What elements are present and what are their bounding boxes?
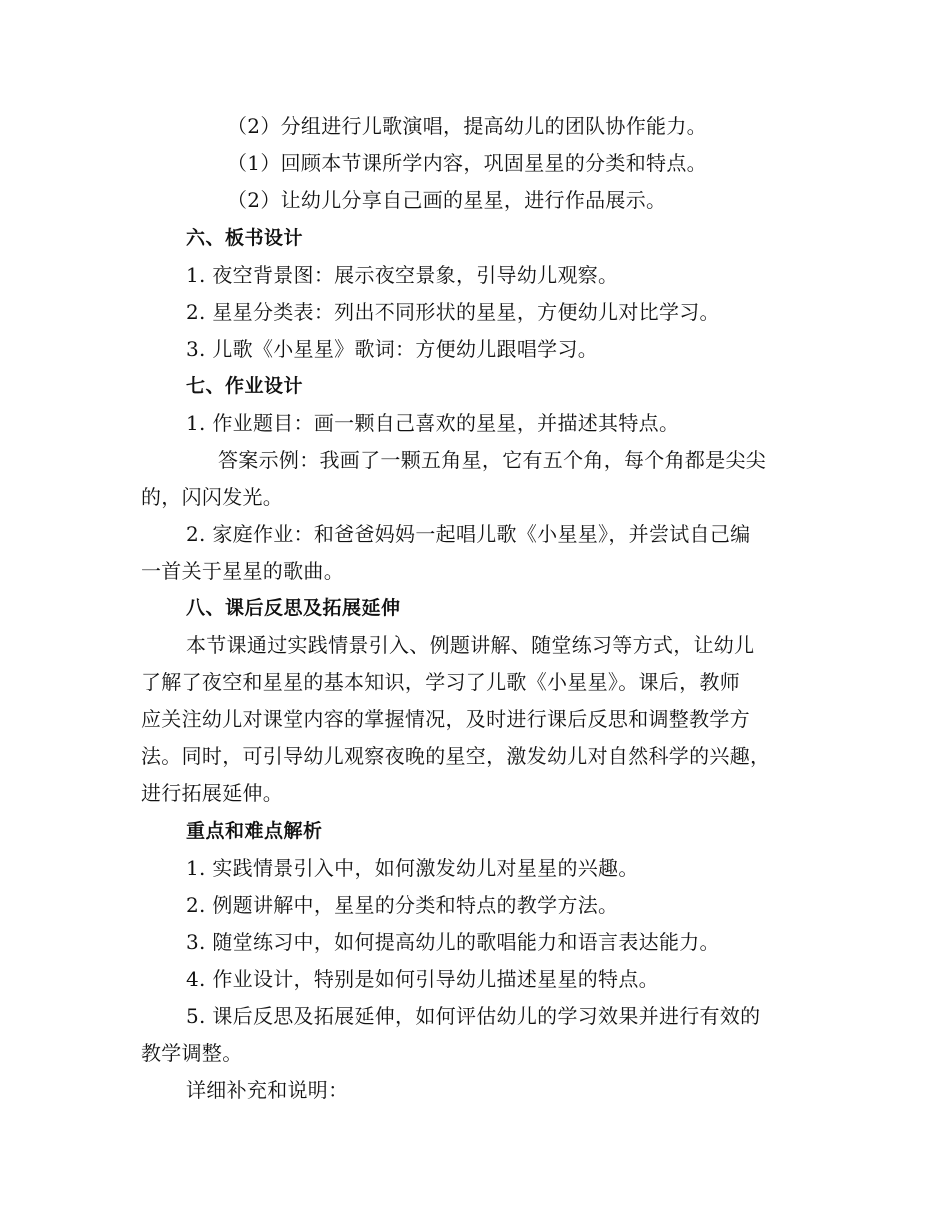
paragraph-line: 详细补充和说明： (186, 1078, 349, 1102)
paragraph-line: （2）分组进行儿歌演唱，提高幼儿的团队协作能力。 (227, 114, 707, 138)
paragraph-line: 一首关于星星的歌曲。 (141, 559, 344, 583)
list-item: 3. 随堂练习中，如何提高幼儿的歌唱能力和语言表达能力。 (186, 930, 720, 954)
section-heading: 六、板书设计 (186, 227, 304, 249)
paragraph-line: 进行拓展延伸。 (141, 781, 284, 805)
list-item: 3. 儿歌《小星星》歌词：方便幼儿跟唱学习。 (186, 337, 599, 361)
list-item: 2. 星星分类表：列出不同形状的星星，方便幼儿对比学习。 (186, 300, 720, 324)
list-item: 1. 夜空背景图：展示夜空景象，引导幼儿观察。 (186, 263, 619, 287)
paragraph-line: 教学调整。 (141, 1041, 243, 1065)
paragraph-line: 的，闪闪发光。 (141, 485, 284, 509)
paragraph-line: 了解了夜空和星星的基本知识，学习了儿歌《小星星》。课后，教师 (141, 670, 740, 694)
paragraph-line: 本节课通过实践情景引入、例题讲解、随堂练习等方式，让幼儿 (186, 633, 755, 657)
list-item: 2. 家庭作业：和爸爸妈妈一起唱儿歌《小星星》，并尝试自己编 (186, 522, 751, 546)
list-item: 1. 实践情景引入中，如何激发幼儿对星星的兴趣。 (186, 856, 639, 880)
list-item: 4. 作业设计，特别是如何引导幼儿描述星星的特点。 (186, 967, 659, 991)
list-item: 5. 课后反思及拓展延伸，如何评估幼儿的学习效果并进行有效的 (186, 1004, 761, 1028)
section-heading: 七、作业设计 (186, 375, 304, 397)
list-item: 2. 例题讲解中，星星的分类和特点的教学方法。 (186, 893, 619, 917)
paragraph-line: 应关注幼儿对课堂内容的掌握情况，及时进行课后反思和调整教学方 (141, 707, 750, 731)
paragraph-line: 法。同时，可引导幼儿观察夜晚的星空，激发幼儿对自然科学的兴趣， (141, 744, 771, 768)
list-item: 1. 作业题目：画一颗自己喜欢的星星，并描述其特点。 (186, 411, 680, 435)
paragraph-line: （1）回顾本节课所学内容，巩固星星的分类和特点。 (227, 151, 707, 175)
section-heading: 八、课后反思及拓展延伸 (186, 597, 401, 619)
paragraph-line: （2）让幼儿分享自己画的星星，进行作品展示。 (227, 188, 667, 212)
paragraph-line: 答案示例：我画了一颗五角星，它有五个角，每个角都是尖尖 (218, 448, 767, 472)
section-heading: 重点和难点解析 (186, 820, 323, 842)
